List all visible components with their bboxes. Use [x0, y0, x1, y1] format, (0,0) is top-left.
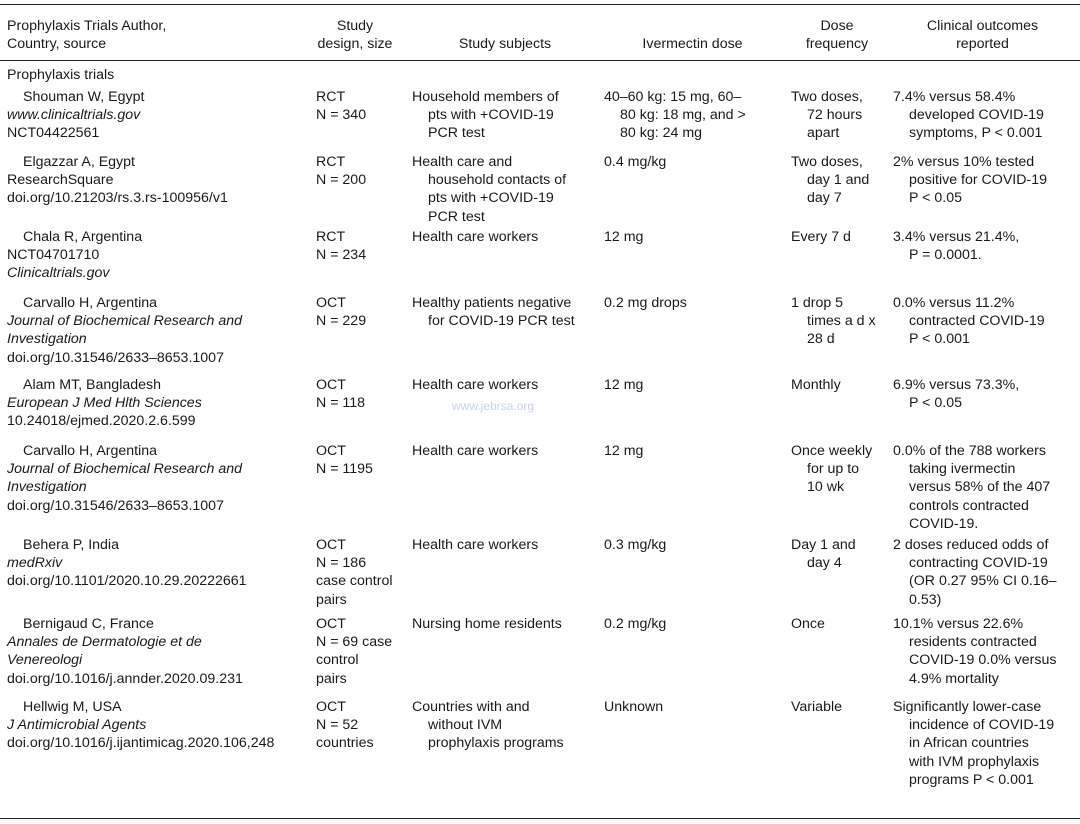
header-frequency — [787, 17, 887, 53]
cell-design: RCT — [316, 154, 346, 170]
cell-outcomes: P < 0.05 — [909, 395, 962, 412]
header-author-line-2: Country, source — [7, 36, 107, 52]
cell-subjects: household contacts of — [428, 172, 567, 189]
cell-outcomes: 0.0% of the 788 workers — [893, 443, 1046, 459]
cell-author: doi.org/10.1016/j.ijantimicag.2020.106,248 — [7, 735, 275, 752]
header-dose-line-1: Ivermectin dose — [642, 36, 743, 52]
cell-author: Shouman W, Egypt — [23, 89, 145, 105]
cell-outcomes: incidence of COVID-19 — [909, 717, 1055, 734]
cell-frequency: 28 d — [807, 331, 835, 348]
cell-outcomes: developed COVID-19 — [909, 107, 1044, 124]
cell-outcomes: 7.4% versus 58.4% — [893, 89, 1016, 105]
cell-dose: 80 kg: 24 mg — [620, 125, 703, 142]
cell-author: Journal of Biochemical Research and — [7, 313, 243, 330]
header-author — [7, 17, 166, 53]
table-bottom-rule — [0, 818, 1080, 819]
cell-dose: 12 mg — [604, 229, 644, 245]
cell-author: doi.org/10.21203/rs.3.rs-100956/v1 — [7, 190, 228, 207]
cell-author: ResearchSquare — [7, 172, 114, 189]
cell-author: Chala R, Argentina — [23, 229, 143, 245]
cell-frequency: 1 drop 5 — [791, 295, 844, 311]
cell-design: OCT — [316, 616, 346, 632]
header-frequency-line-1: Dose — [820, 18, 854, 34]
cell-subjects: PCR test — [428, 125, 485, 142]
cell-author: Investigation — [7, 331, 87, 348]
cell-outcomes: Significantly lower-case — [893, 699, 1042, 715]
cell-outcomes: P < 0.05 — [909, 190, 962, 207]
cell-author: Elgazzar A, Egypt — [23, 154, 135, 170]
cell-author: medRxiv — [7, 555, 63, 572]
cell-subjects: Health care and — [412, 154, 513, 170]
cell-outcomes: COVID-19. — [909, 515, 979, 532]
cell-author: European J Med Hlth Sciences — [7, 395, 202, 412]
cell-author: doi.org/10.31546/2633–8653.1007 — [7, 349, 224, 366]
cell-frequency: Once — [791, 616, 825, 632]
cell-frequency: day 7 — [807, 190, 842, 207]
cell-frequency: Day 1 and — [791, 537, 856, 553]
cell-outcomes: residents contracted — [909, 634, 1037, 651]
cell-author: Carvallo H, Argentina — [23, 295, 158, 311]
cell-subjects: Household members of — [412, 89, 559, 105]
cell-subjects: pts with +COVID-19 — [428, 190, 554, 207]
cell-frequency: 10 wk — [807, 479, 845, 496]
cell-outcomes: 0.0% versus 11.2% — [893, 295, 1015, 311]
header-author-line-1: Prophylaxis Trials Author, — [7, 18, 167, 34]
cell-dose: 0.3 mg/kg — [604, 537, 667, 553]
cell-author: NCT04701710 — [7, 247, 100, 264]
cell-outcomes: 2 doses reduced odds of — [893, 537, 1049, 553]
cell-subjects: prophylaxis programs — [428, 735, 564, 752]
cell-design: N = 52 — [316, 717, 359, 734]
cell-outcomes: programs P < 0.001 — [909, 771, 1034, 788]
cell-dose: 0.4 mg/kg — [604, 154, 667, 170]
cell-outcomes: positive for COVID-19 — [909, 172, 1047, 189]
cell-subjects: Health care workers — [412, 377, 539, 393]
cell-frequency: Monthly — [791, 377, 841, 393]
cell-subjects: Healthy patients negative — [412, 295, 572, 311]
cell-dose: 0.2 mg/kg — [604, 616, 667, 632]
cell-design: case control — [316, 573, 393, 590]
cell-design: N = 200 — [316, 172, 367, 189]
cell-design: pairs — [316, 591, 347, 608]
cell-dose: Unknown — [604, 699, 664, 715]
cell-design: RCT — [316, 89, 346, 105]
cell-outcomes: taking ivermectin — [909, 461, 1016, 478]
header-outcomes-line-2: reported — [956, 36, 1009, 52]
cell-author: Journal of Biochemical Research and — [7, 461, 243, 478]
cell-frequency: 72 hours — [807, 107, 863, 124]
cell-frequency: for up to — [807, 461, 860, 478]
cell-author: Alam MT, Bangladesh — [23, 377, 162, 393]
cell-dose: 12 mg — [604, 377, 644, 393]
cell-design: N = 229 — [316, 313, 367, 330]
cell-subjects: Nursing home residents — [412, 616, 562, 632]
cell-outcomes: 6.9% versus 73.3%, — [893, 377, 1020, 393]
section-label: Prophylaxis trials — [7, 67, 115, 83]
header-subjects-line-1: Study subjects — [458, 36, 552, 52]
cell-outcomes: contracted COVID-19 — [909, 313, 1045, 330]
cell-outcomes: 3.4% versus 21.4%, — [893, 229, 1020, 245]
cell-outcomes: 2% versus 10% tested — [893, 154, 1035, 170]
cell-outcomes: with IVM prophylaxis — [909, 753, 1040, 770]
cell-frequency: Two doses, — [791, 154, 863, 170]
cell-design: OCT — [316, 537, 346, 553]
cell-frequency: Once weekly — [791, 443, 873, 459]
cell-outcomes: symptoms, P < 0.001 — [909, 125, 1043, 142]
cell-dose: 12 mg — [604, 443, 644, 459]
cell-design: OCT — [316, 377, 346, 393]
watermark: www.jebrsa.org — [452, 399, 535, 413]
cell-design: N = 1195 — [316, 461, 373, 478]
cell-subjects: PCR test — [428, 208, 485, 225]
cell-outcomes: 0.53) — [909, 591, 942, 608]
cell-author: J Antimicrobial Agents — [7, 717, 147, 734]
cell-design: N = 340 — [316, 107, 367, 124]
cell-outcomes: P = 0.0001. — [909, 247, 982, 264]
cell-design: countries — [316, 735, 374, 752]
cell-design: N = 234 — [316, 247, 367, 264]
table-top-rule — [0, 4, 1080, 5]
cell-subjects: without IVM — [428, 717, 503, 734]
cell-outcomes: COVID-19 0.0% versus — [909, 652, 1057, 669]
cell-author: Behera P, India — [23, 537, 119, 553]
cell-dose: 40–60 kg: 15 mg, 60– — [604, 89, 742, 105]
cell-author: doi.org/10.1101/2020.10.29.20222661 — [7, 573, 247, 590]
cell-design: N = 69 case — [316, 634, 393, 651]
cell-outcomes: contracting COVID-19 — [909, 555, 1048, 572]
cell-frequency: Every 7 d — [791, 229, 851, 245]
cell-outcomes: versus 58% of the 407 — [909, 479, 1051, 496]
cell-subjects: Countries with and — [412, 699, 530, 715]
cell-subjects: Health care workers — [412, 537, 539, 553]
cell-author: www.clinicaltrials.gov — [7, 107, 141, 124]
cell-outcomes: 4.9% mortality — [909, 670, 999, 687]
cell-author: Annales de Dermatologie et de — [7, 634, 202, 651]
cell-design: N = 186 — [316, 555, 367, 572]
cell-outcomes: (OR 0.27 95% CI 0.16– — [909, 573, 1057, 590]
cell-outcomes: in African countries — [909, 735, 1029, 752]
cell-frequency: Variable — [791, 699, 842, 715]
cell-subjects: Health care workers — [412, 229, 539, 245]
cell-dose: 0.2 mg drops — [604, 295, 687, 311]
cell-design: control — [316, 652, 359, 669]
cell-subjects: for COVID-19 PCR test — [428, 313, 575, 330]
cell-frequency: apart — [807, 125, 840, 142]
cell-outcomes: P < 0.001 — [909, 331, 970, 348]
cell-design: RCT — [316, 229, 346, 245]
header-frequency-line-2: frequency — [805, 36, 869, 52]
header-design — [300, 17, 410, 53]
cell-author: Venereologi — [7, 652, 83, 669]
cell-author: Bernigaud C, France — [23, 616, 154, 632]
header-subjects — [410, 35, 600, 53]
cell-author: Investigation — [7, 479, 87, 496]
cell-author: NCT04422561 — [7, 125, 100, 142]
table-header-rule — [0, 60, 1080, 61]
cell-author: doi.org/10.1016/j.annder.2020.09.231 — [7, 670, 243, 687]
header-design-line-1: Study — [336, 18, 374, 34]
cell-subjects: pts with +COVID-19 — [428, 107, 554, 124]
header-outcomes-line-1: Clinical outcomes — [926, 18, 1039, 34]
header-dose — [600, 35, 785, 53]
header-outcomes — [890, 17, 1075, 53]
cell-design: OCT — [316, 295, 346, 311]
cell-design: N = 118 — [316, 395, 366, 412]
cell-outcomes: controls contracted — [909, 497, 1029, 514]
cell-author: doi.org/10.31546/2633–8653.1007 — [7, 497, 224, 514]
cell-frequency: day 1 and — [807, 172, 870, 189]
cell-frequency: Two doses, — [791, 89, 863, 105]
cell-design: pairs — [316, 670, 347, 687]
cell-author: Hellwig M, USA — [23, 699, 122, 715]
cell-author: Clinicaltrials.gov — [7, 265, 110, 282]
cell-frequency: times a d x — [807, 313, 876, 330]
cell-design: OCT — [316, 699, 346, 715]
header-design-line-2: design, size — [317, 36, 393, 52]
cell-outcomes: 10.1% versus 22.6% — [893, 616, 1024, 632]
cell-design: OCT — [316, 443, 346, 459]
cell-author: 10.24018/ejmed.2020.2.6.599 — [7, 413, 196, 430]
cell-dose: 80 kg: 18 mg, and > — [620, 107, 746, 124]
cell-author: Carvallo H, Argentina — [23, 443, 158, 459]
cell-frequency: day 4 — [807, 555, 842, 572]
cell-subjects: Health care workers — [412, 443, 539, 459]
